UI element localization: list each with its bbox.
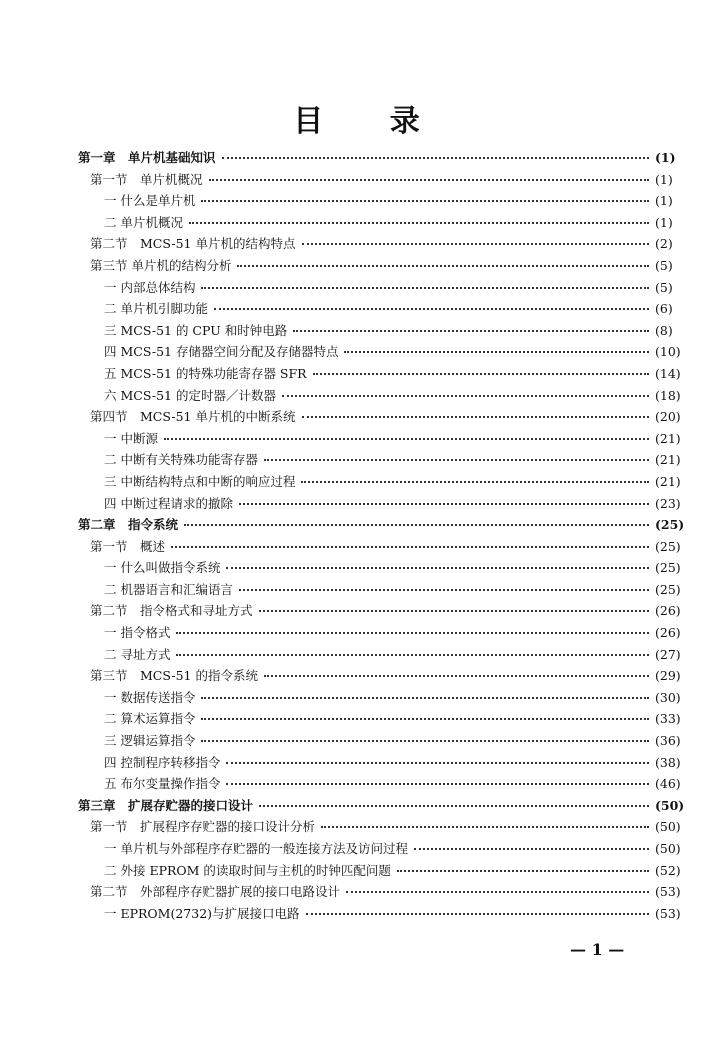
- dot-leader: [201, 740, 649, 742]
- toc-entry-title: 三 MCS-51 的 CPU 和时钟电路: [104, 322, 288, 338]
- toc-item: [0, 580, 713, 602]
- page-number: — 1 —: [570, 940, 625, 959]
- toc-entry-title: 二 寻址方式: [104, 646, 171, 662]
- toc-entry-page: (36): [655, 733, 681, 749]
- dot-leader: [176, 654, 649, 656]
- toc-entry-title: 第二章 指令系统: [78, 517, 179, 533]
- toc-entry-page: (14): [655, 365, 681, 381]
- toc-entry-page: (1): [655, 171, 673, 187]
- dot-leader: [302, 416, 650, 418]
- dot-leader: [293, 330, 649, 332]
- dot-leader: [214, 308, 649, 310]
- toc-entry-title: 四 中断过程请求的撤除: [104, 495, 233, 511]
- toc-entry-page: (26): [655, 625, 681, 641]
- dot-leader: [282, 395, 649, 397]
- dot-leader: [313, 373, 649, 375]
- dot-leader: [222, 157, 649, 159]
- toc-item: [0, 645, 713, 667]
- toc-entry-title: 一 中断源: [104, 430, 158, 446]
- dot-leader: [239, 589, 649, 591]
- toc-entry-title: 一 内部总体结构: [104, 279, 196, 295]
- dot-leader: [237, 265, 649, 267]
- toc-entry-page: (50): [655, 797, 685, 813]
- dot-leader: [201, 718, 649, 720]
- dot-leader: [414, 848, 649, 850]
- toc-entry-title: 一 指令格式: [104, 625, 171, 641]
- dot-leader: [201, 287, 649, 289]
- toc-entry-page: (18): [655, 387, 681, 403]
- toc-entry-page: (25): [655, 538, 681, 554]
- toc-item: [0, 753, 713, 775]
- toc-entry-page: (25): [655, 581, 681, 597]
- toc-entry-title: 第二节 外部程序存贮器扩展的接口电路设计: [90, 884, 341, 900]
- toc-item: [0, 299, 713, 321]
- toc-entry-title: 二 单片机引脚功能: [104, 301, 208, 317]
- toc-entry-title: 第一节 概述: [90, 538, 166, 554]
- toc-entry-title: 第一章 单片机基础知识: [78, 150, 216, 165]
- dot-leader: [264, 675, 649, 677]
- toc-entry-page: (1): [655, 150, 676, 165]
- dot-leader: [201, 697, 649, 699]
- toc-item: [0, 558, 713, 580]
- toc-entry-page: (46): [655, 776, 681, 792]
- toc-entry-page: (30): [655, 689, 681, 705]
- toc-item: [0, 774, 713, 796]
- dot-leader: [302, 243, 650, 245]
- toc-item: [0, 494, 713, 516]
- dot-leader: [344, 351, 649, 353]
- toc-entry-page: (53): [655, 884, 681, 900]
- dot-leader: [201, 200, 649, 202]
- toc-section: [0, 537, 713, 559]
- toc-entry-title: 五 MCS-51 的特殊功能寄存器 SFR: [104, 365, 307, 381]
- toc-entry-page: (38): [655, 754, 681, 770]
- toc-entry-title: 二 单片机概况: [104, 214, 183, 230]
- toc-entry-title: 第二节 MCS-51 单片机的结构特点: [90, 236, 296, 252]
- toc-item: [0, 904, 713, 926]
- toc-entry-title: 四 MCS-51 存储器空间分配及存储器特点: [104, 344, 339, 360]
- toc-entry-title: 一 什么叫做指令系统: [104, 560, 221, 576]
- toc-item: [0, 688, 713, 710]
- toc-item: [0, 709, 713, 731]
- toc-entry-page: (20): [655, 409, 681, 425]
- toc-entry-title: 第三节 单片机的结构分析: [90, 257, 232, 273]
- toc-entry-page: (21): [655, 452, 681, 468]
- toc-entry-page: (2): [655, 236, 673, 252]
- toc-item: [0, 342, 713, 364]
- toc-entry-page: (25): [655, 560, 681, 576]
- toc-section: [0, 170, 713, 192]
- toc-item: [0, 191, 713, 213]
- toc-entry-title: 六 MCS-51 的定时器／计数器: [104, 387, 276, 403]
- toc-entry-page: (29): [655, 668, 681, 684]
- dot-leader: [264, 459, 649, 461]
- toc-entry-title: 三 中断结构特点和中断的响应过程: [104, 473, 296, 489]
- toc-entry-title: 三 逻辑运算指令: [104, 733, 196, 749]
- dot-leader: [259, 610, 649, 612]
- toc-entry-page: (50): [655, 819, 681, 835]
- toc-entry-title: 第一节 扩展程序存贮器的接口设计分析: [90, 819, 316, 835]
- toc-entry-page: (8): [655, 322, 673, 338]
- toc-item: [0, 450, 713, 472]
- toc-section: [0, 256, 713, 278]
- toc-entry-page: (5): [655, 257, 673, 273]
- toc-section: [0, 407, 713, 429]
- toc-entry-title: 一 EPROM(2732)与扩展接口电路: [104, 905, 300, 921]
- toc-entry-title: 四 控制程序转移指令: [104, 754, 221, 770]
- toc-entry-title: 二 机器语言和汇编语言: [104, 581, 233, 597]
- dot-leader: [176, 632, 649, 634]
- toc-entry-page: (25): [655, 517, 685, 533]
- toc-entry-title: 五 布尔变量操作指令: [104, 776, 221, 792]
- toc-entry-title: 一 单片机与外部程序存贮器的一般连接方法及访问过程: [104, 841, 408, 856]
- toc-entry-page: (1): [655, 193, 673, 209]
- dot-leader: [189, 222, 649, 224]
- toc-item: [0, 623, 713, 645]
- toc-entry-page: (52): [655, 862, 681, 878]
- dot-leader: [346, 891, 649, 893]
- toc-item: [0, 386, 713, 408]
- toc-section: [0, 601, 713, 623]
- dot-leader: [301, 481, 649, 483]
- dot-leader: [226, 783, 649, 785]
- toc-item: [0, 278, 713, 300]
- toc-entry-page: (21): [655, 473, 681, 489]
- dot-leader: [239, 503, 649, 505]
- toc-section: [0, 882, 713, 904]
- page-title: 目 录: [293, 104, 448, 139]
- toc-section: [0, 817, 713, 839]
- toc-section: [0, 666, 713, 688]
- toc-entry-title: 第三章 扩展存贮器的接口设计: [78, 797, 254, 813]
- toc-entry-page: (6): [655, 301, 673, 317]
- toc-entry-title: 第二节 指令格式和寻址方式: [90, 603, 253, 619]
- toc-item: [0, 213, 713, 235]
- toc-item: [0, 429, 713, 451]
- dot-leader: [397, 870, 649, 872]
- toc-chapter: [0, 796, 713, 818]
- toc-entry-page: (26): [655, 603, 681, 619]
- toc-chapter: [0, 515, 713, 537]
- dot-leader: [226, 762, 649, 764]
- toc-entry-title: 一 什么是单片机: [104, 193, 196, 209]
- toc-entry-page: (1): [655, 214, 673, 230]
- toc-section: [0, 234, 713, 256]
- toc-entry-page: (33): [655, 711, 681, 727]
- dot-leader: [209, 179, 649, 181]
- toc-item: [0, 839, 713, 861]
- dot-leader: [306, 913, 649, 915]
- toc-entry-page: (27): [655, 646, 681, 662]
- dot-leader: [184, 524, 649, 526]
- toc-entry-page: (10): [655, 344, 681, 360]
- toc-item: [0, 364, 713, 386]
- toc-entry-title: 一 数据传送指令: [104, 689, 196, 705]
- toc-entry-page: (5): [655, 279, 673, 295]
- dot-leader: [321, 826, 649, 828]
- toc-entry-page: (23): [655, 495, 681, 511]
- toc-entry-title: 二 算术运算指令: [104, 711, 196, 727]
- toc-entry-title: 第三节 MCS-51 的指令系统: [90, 668, 258, 684]
- dot-leader: [259, 805, 649, 807]
- table-of-contents: [0, 148, 713, 925]
- toc-item: [0, 321, 713, 343]
- dot-leader: [171, 546, 649, 548]
- toc-entry-title: 第四节 MCS-51 单片机的中断系统: [90, 409, 296, 425]
- toc-entry-title: 二 中断有关特殊功能寄存器: [104, 452, 258, 468]
- toc-chapter: [0, 148, 713, 170]
- toc-item: [0, 472, 713, 494]
- toc-item: [0, 731, 713, 753]
- toc-entry-page: (50): [655, 841, 681, 856]
- dot-leader: [226, 567, 649, 569]
- toc-entry-page: (53): [655, 905, 681, 921]
- toc-entry-title: 二 外接 EPROM 的读取时间与主机的时钟匹配问题: [104, 862, 391, 878]
- toc-entry-title: 第一节 单片机概况: [90, 171, 203, 187]
- toc-entry-page: (21): [655, 430, 681, 446]
- toc-item: [0, 861, 713, 883]
- dot-leader: [164, 438, 649, 440]
